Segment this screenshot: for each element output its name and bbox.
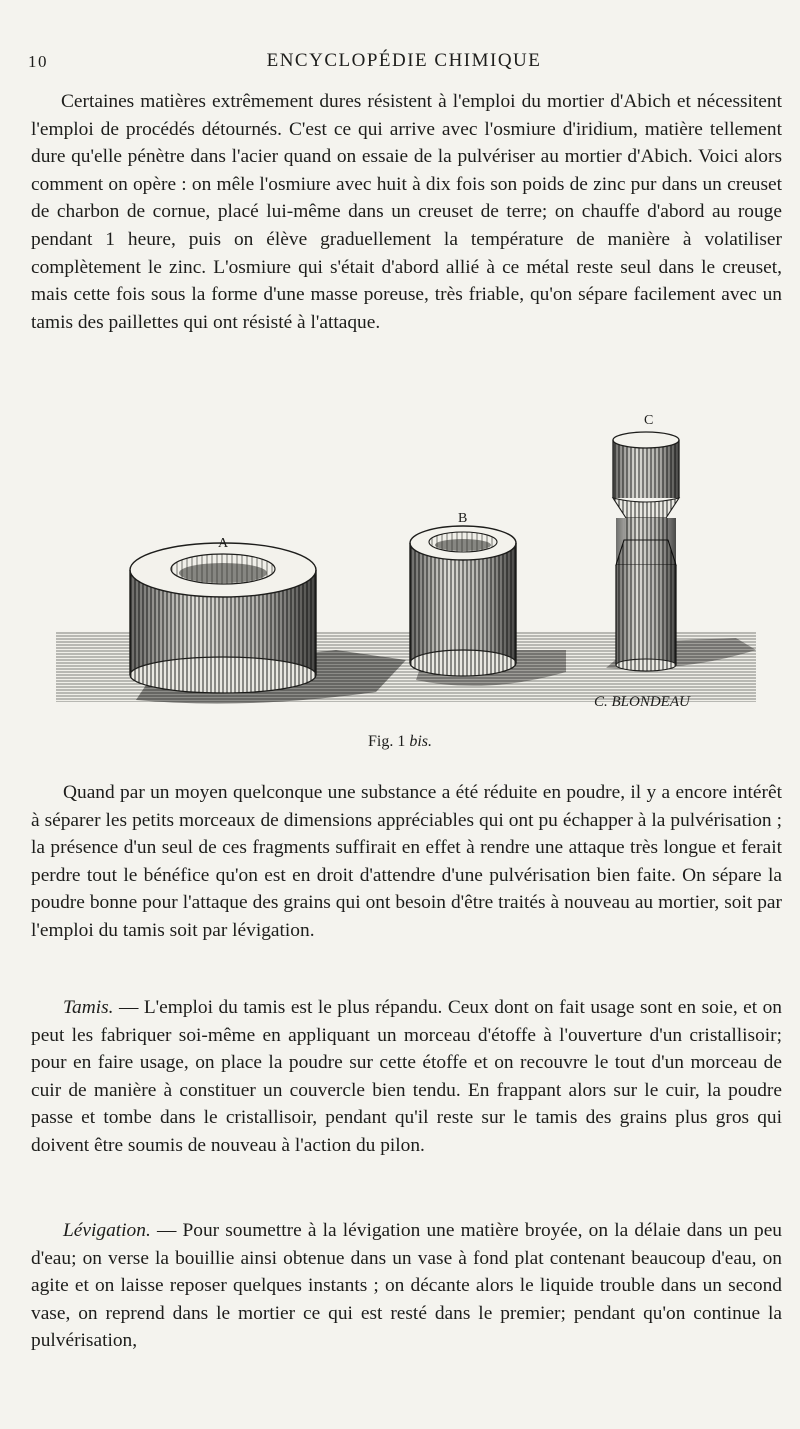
part-b-ring [410, 526, 516, 676]
running-title: ENCYCLOPÉDIE CHIMIQUE [266, 50, 542, 71]
paragraph-levigation [31, 1217, 782, 1355]
page-number: 10 [28, 52, 48, 71]
paragraph-levigation-text: — Pour soumettre à la lévigation une matière broyée, on la délaie dans un peu d'eau; on verse la bouillie ainsi obtenue dans un vase à fond plat contenant beaucoup d'eau, on agite et on laisse reposer quelques instants ; on décante alors le liquide trouble dans un second vase, on reprend dans le mortier ce qui est resté dans le premier; pendant qu'on continue la pulvérisation, [31, 1220, 782, 1352]
mortar-illustration [46, 410, 766, 720]
caption-prefix: Fig. 1 [367, 733, 406, 750]
paragraph-tamis-text: — L'emploi du tamis est le plus répandu. Ceux dont on fait usage sont en soie, et on peut les fabriquer soi-même en appliquant un morceau d'étoffe à l'ouverture d'un cristallisoir; pour en faire usage, on place la poudre sur cette étoffe et on recouvre le tout d'un morceau de cuir de manière à constituer un couvercle bien tendu. En frappant alors sur le cuir, la poudre passe et tombe dans le cristallisoir, pendant qu'il reste sur le tamis des grains plus gros qui doivent être soumis de nouveau à l'action du pilon. [31, 997, 782, 1156]
paragraph-osmiure: Certaines matières extrêmement dures résistent à l'emploi du mortier d'Abich et nécessitent l'emploi de procédés détournés. C'est ce qui arrive avec l'osmiure d'iridium, matière tellement dure qu'elle pénètre dans l'acier quand on essaie de la pulvériser au mortier d'Abich. Voici alors comment on opère : on mêle l'osmiure avec huit à dix fois son poids de zinc pur dans un creuset de charbon de cornue, placé lui-même dans un creuset de terre; on chauffe d'abord au rouge pendant 1 heure, puis on élève graduellement la température de manière à volatiliser complètement le zinc. L'osmiure qui s'était d'abord allié à ce métal reste seul dans le creuset, mais cette fois sous la forme d'une masse poreuse, très friable, qu'on sépare facilement avec un tamis des paillettes qui ont résisté à l'attaque. [31, 91, 782, 333]
term-tamis: Tamis. [63, 997, 114, 1018]
part-a-ring [130, 543, 316, 693]
page-header [28, 46, 780, 74]
label-b: B [458, 511, 468, 526]
caption-suffix: bis. [409, 733, 432, 750]
term-levigation: Lévigation. [63, 1220, 151, 1241]
part-c-pestle [613, 432, 679, 671]
paragraph-tamis [31, 994, 782, 1160]
figure-mortar-parts [46, 410, 766, 720]
figure-caption [0, 733, 800, 751]
label-c: C [644, 413, 654, 428]
label-a: A [218, 536, 229, 551]
engraver-signature: C. BLONDEAU [594, 694, 690, 710]
paragraph-pulverisation: Quand par un moyen quelconque une substance a été réduite en poudre, il y a encore intérêt à séparer les petits morceaux de dimensions appréciables qui ont pu échapper à la pulvérisation ; la présence d'un seul de ces fragments suffirait en effet à rendre une attaque très longue et ferait perdre tout le bénéfice qu'on est en droit d'attendre d'une pulvérisation bien faite. On sépare la poudre bonne pour l'attaque des grains qui ont besoin d'être traités à nouveau au mortier, soit par l'emploi du tamis soit par lévigation. [31, 782, 782, 941]
